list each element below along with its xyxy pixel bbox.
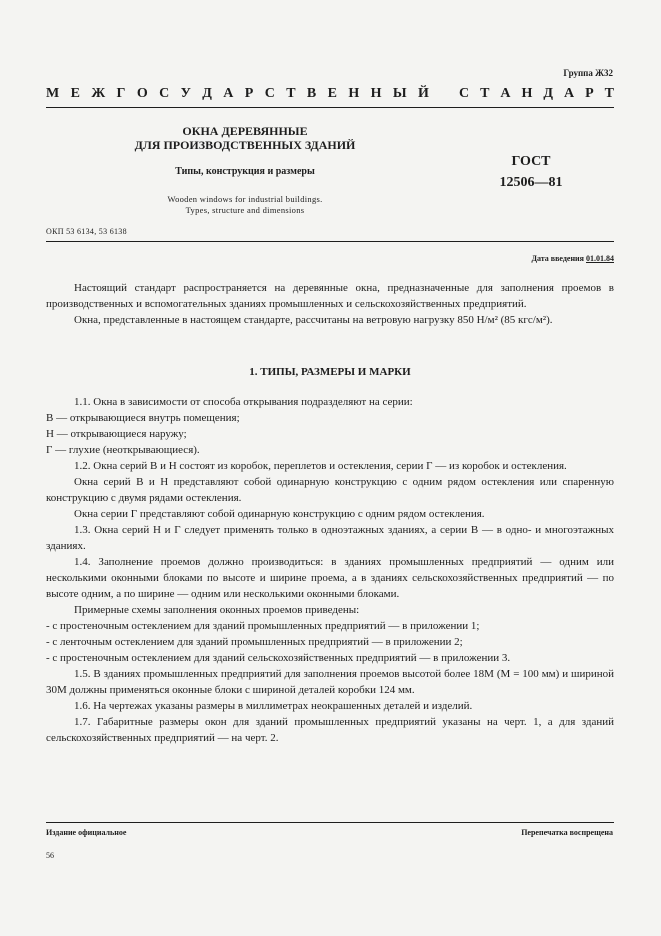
paragraph: Окна серии Г представляют собой одинарную конструкцию с одним рядом остекления. xyxy=(74,508,485,520)
title-line: ДЛЯ ПРОИЗВОДСТВЕННЫХ ЗДАНИЙ xyxy=(134,138,356,152)
gost-number: 12506—81 xyxy=(499,175,563,190)
list-item: - с простеночным остеклением для зданий промышленных предприятий — в приложении 1; xyxy=(46,620,480,632)
paragraph: 1.4. Заполнение проемов должно производиться: в зданиях промышленных предприятий — одним или несколькими оконными блоками по высоте и ширине проема, а в зданиях сельскохозяйственных предприятий — по высоте одним, а по ширине — одним или несколькими оконными блоками. xyxy=(46,556,614,600)
standard-banner xyxy=(46,86,614,102)
paragraph: 1.2. Окна серий В и Н состоят из коробок, переплетов и остекления, серии Г — из коробок и остекления. xyxy=(74,460,567,472)
banner-letter: Й xyxy=(418,86,429,101)
banner-letter: Г xyxy=(116,86,126,101)
section-body xyxy=(46,394,614,746)
english-title xyxy=(100,194,390,216)
series-item: В — открывающиеся внутрь помещения; xyxy=(46,412,240,424)
paragraph: Настоящий стандарт распространяется на деревянные окна, предназначенные для заполнения проемов в производственных и вспомогательных зданиях промышленных и сельскохозяйственных предприятий. xyxy=(46,282,614,310)
gost-designation xyxy=(476,151,586,193)
banner-letter: С xyxy=(159,86,170,101)
english-title-line: Types, structure and dimensions xyxy=(185,205,305,215)
banner-letter: Т xyxy=(604,86,614,101)
banner-letter: У xyxy=(180,86,191,101)
banner-letter: Т xyxy=(480,86,490,101)
gost-label: ГОСТ xyxy=(511,154,551,169)
banner-letter: Т xyxy=(286,86,296,101)
page-number: 56 xyxy=(46,851,54,860)
document-title xyxy=(100,124,390,152)
okp-code: ОКП 53 6134, 53 6138 xyxy=(46,227,127,236)
english-title-line: Wooden windows for industrial buildings. xyxy=(167,194,323,204)
series-item: Г — глухие (неоткрывающиеся). xyxy=(46,444,200,456)
banner-letter: Д xyxy=(543,86,553,101)
intro-text xyxy=(46,280,614,328)
series-item: Н — открывающиеся наружу; xyxy=(46,428,187,440)
footer-official-edition: Издание официальное xyxy=(46,828,127,837)
group-code: Группа Ж32 xyxy=(563,68,613,78)
paragraph: Окна, представленные в настоящем стандарте, рассчитаны на ветровую нагрузку 850 Н/м² (85 кгс/м²). xyxy=(74,314,553,326)
banner-letter: Р xyxy=(244,86,254,101)
banner-letter: В xyxy=(306,86,317,101)
banner-letter: Р xyxy=(585,86,594,101)
list-item: - с ленточным остеклением для зданий промышленных предприятий — в приложении 2; xyxy=(46,636,463,648)
intro-date xyxy=(531,254,614,263)
banner-letter: Ж xyxy=(91,86,106,101)
intro-date-label: Дата введения xyxy=(531,254,584,263)
footer-rule xyxy=(46,822,614,823)
banner-letter: Д xyxy=(202,86,212,101)
intro-date-value: 01.01.84 xyxy=(586,254,614,263)
paragraph: Примерные схемы заполнения оконных проемов приведены: xyxy=(74,604,360,616)
banner-letter: Е xyxy=(70,86,80,101)
document-subtitle: Типы, конструкция и размеры xyxy=(175,166,315,177)
paragraph: 1.3. Окна серий Н и Г следует применять только в одноэтажных зданиях, а серии В — в одно- и многоэтажных зданиях. xyxy=(46,524,614,552)
banner-letter: А xyxy=(500,86,511,101)
banner-letter: А xyxy=(563,86,575,101)
title-line: ОКНА ДЕРЕВЯННЫЕ xyxy=(182,124,308,138)
banner-word-standard xyxy=(459,86,614,102)
paragraph: 1.7. Габаритные размеры окон для зданий промышленных предприятий указаны на черт. 1, а для зданий сельскохозяйственных предприятий — на черт. 2. xyxy=(46,716,614,744)
banner-word-interstate xyxy=(46,86,429,102)
banner-letter: С xyxy=(459,86,470,101)
banner-letter: Н xyxy=(521,86,533,101)
footer-reprint-prohibited: Перепечатка воспрещена xyxy=(521,828,613,837)
paragraph: 1.6. На чертежах указаны размеры в миллиметрах неокрашенных деталей и изделий. xyxy=(74,700,473,712)
section-heading: 1. ТИПЫ, РАЗМЕРЫ И МАРКИ xyxy=(249,366,411,378)
paragraph: Окна серий В и Н представляют собой одинарную конструкцию с одним рядом остекления или спаренную конструкцию с двумя рядами остекления. xyxy=(46,476,614,504)
paragraph: 1.1. Окна в зависимости от способа открывания подразделяют на серии: xyxy=(74,396,413,408)
paragraph: 1.5. В зданиях промышленных предприятий для заполнения проемов высотой более 18М (М = 100 мм) и шириной 30М должны применяться оконные блоки с шириной деталей коробки 124 мм. xyxy=(46,668,614,696)
banner-letter: Ы xyxy=(392,86,407,101)
banner-letter: Е xyxy=(327,86,337,101)
banner-letter: Н xyxy=(370,86,382,101)
banner-letter: С xyxy=(264,86,275,101)
banner-letter: Н xyxy=(348,86,360,101)
banner-letter: А xyxy=(223,86,234,101)
banner-letter: М xyxy=(46,86,60,101)
header-rule xyxy=(46,107,614,108)
okp-rule xyxy=(46,241,614,242)
banner-letter: О xyxy=(136,86,148,101)
list-item: - с простеночным остеклением для зданий сельскохозяйственных предприятий — в приложении 3. xyxy=(46,652,511,664)
